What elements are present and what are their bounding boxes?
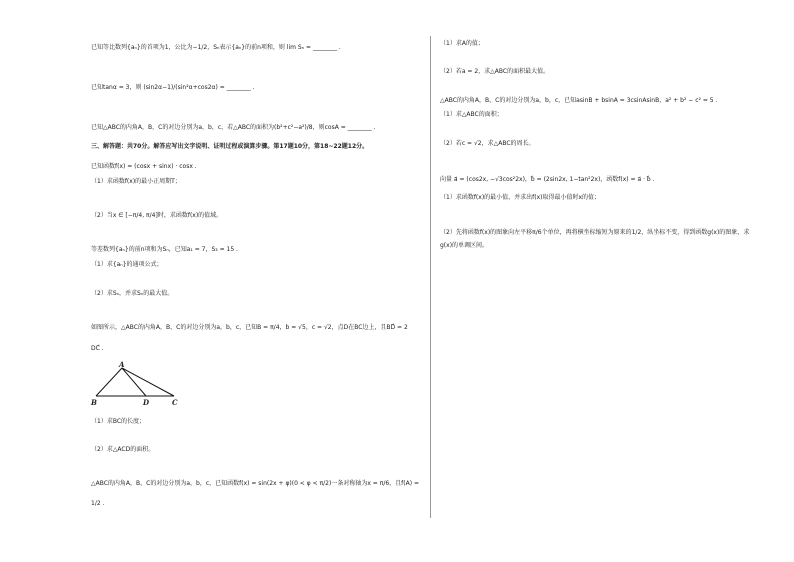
section-heading-answers: 三、解答题：共70分。解答应写出文字说明、证明过程或演算步骤。第17题10分，第18~22题12分。 (91, 143, 369, 150)
column-divider (430, 36, 431, 518)
question-17-part-1: （1）求函数f(x)的最小正周期T； (91, 178, 181, 185)
segment-AB (96, 368, 122, 396)
question-20-stem: △ABC的内角A，B，C的对边分别为a，b，c，已知函数f(x) = sin(2x + φ)(0 < φ < π/2)一条对称轴为x = π/6，且f(A) = (91, 480, 420, 487)
triangle-figure (88, 360, 188, 408)
question-21-stem: △ABC的内角A，B，C的对边分别为a，b，c，已知asinB + bsinA = 3csinAsinB，a² + b² − c² = 5 . (440, 97, 718, 104)
question-22-part-2-cont: g(x)的单调区间。 (440, 242, 489, 249)
question-21-part-2: （2）若c = √2，求△ABC的周长。 (440, 140, 535, 147)
question-20-part-2: （2）若a = 2，求△ABC的面积最大值。 (440, 68, 550, 75)
segment-AD (122, 368, 146, 396)
question-geometric-limit: 已知等比数列{aₙ}的首项为1，公比为−1/2，Sₙ表示{aₙ}的前n项和，则 lim Sₙ = ________ . (91, 44, 341, 51)
question-19-stem: 如图所示，△ABC的内角A，B，C的对边分别为a，b，c，已知B = π/4，b = √5，c = √2，点D在BC边上，且BD⃗ = 2 (91, 324, 408, 331)
question-18-stem: 等差数列{aₙ}的前n项和为Sₙ，已知a₁ = 7，S₃ = 15 . (91, 246, 238, 253)
question-22-part-2: （2）先将函数f(x)的图象向左平移π/6个单位，再将横坐标缩短为原来的1/2，纵坐标不变，得到函数g(x)的图象，求 (440, 229, 750, 236)
question-20-part-1: （1）求A的值； (440, 40, 484, 47)
question-18-part-1: （1）求{aₙ}的通项公式； (91, 261, 163, 268)
question-17-stem: 已知函数f(x) = (cosx + sinx) · cosx . (91, 163, 197, 170)
question-17-part-2: （2）当x ∈ [−π/4, π/4]时，求函数f(x)的值域。 (91, 212, 223, 219)
question-22-stem: 向量 a⃗ = (cos2x, −√3cos²2x)，b⃗ = (2sin2x, 1−tan²2x)，函数f(x) = a⃗ · b⃗ . (440, 176, 655, 183)
label-A: A (119, 360, 125, 369)
segment-AC (122, 368, 174, 396)
question-tan-expression: 已知tanα = 3，则 (sin2α−1)/(sin²α+cos2α) = ________ . (91, 84, 255, 91)
question-19-part-1: （1）求BC的长度； (91, 418, 146, 425)
question-18-part-2: （2）求Sₙ，并求Sₙ的最大值。 (91, 290, 174, 297)
question-20-stem-cont: 1/2 . (91, 500, 105, 507)
question-19-part-2: （2）求△ACD的面积。 (91, 446, 155, 453)
question-21-part-1: （1）求△ABC的面积； (440, 111, 503, 118)
question-19-stem-cont: DC⃗ . (91, 345, 104, 352)
question-22-part-1: （1）求函数f(x)的最小值，并求出f(x)取得最小值时x的值； (440, 194, 601, 201)
label-B: B (91, 398, 97, 407)
label-C: C (172, 398, 178, 407)
label-D: D (143, 398, 150, 407)
question-cosA: 已知△ABC的内角A，B，C的对边分别为a，b，c，若△ABC的面积为(b²+c²−a²)/8，则cosA = ________ . (91, 124, 376, 131)
